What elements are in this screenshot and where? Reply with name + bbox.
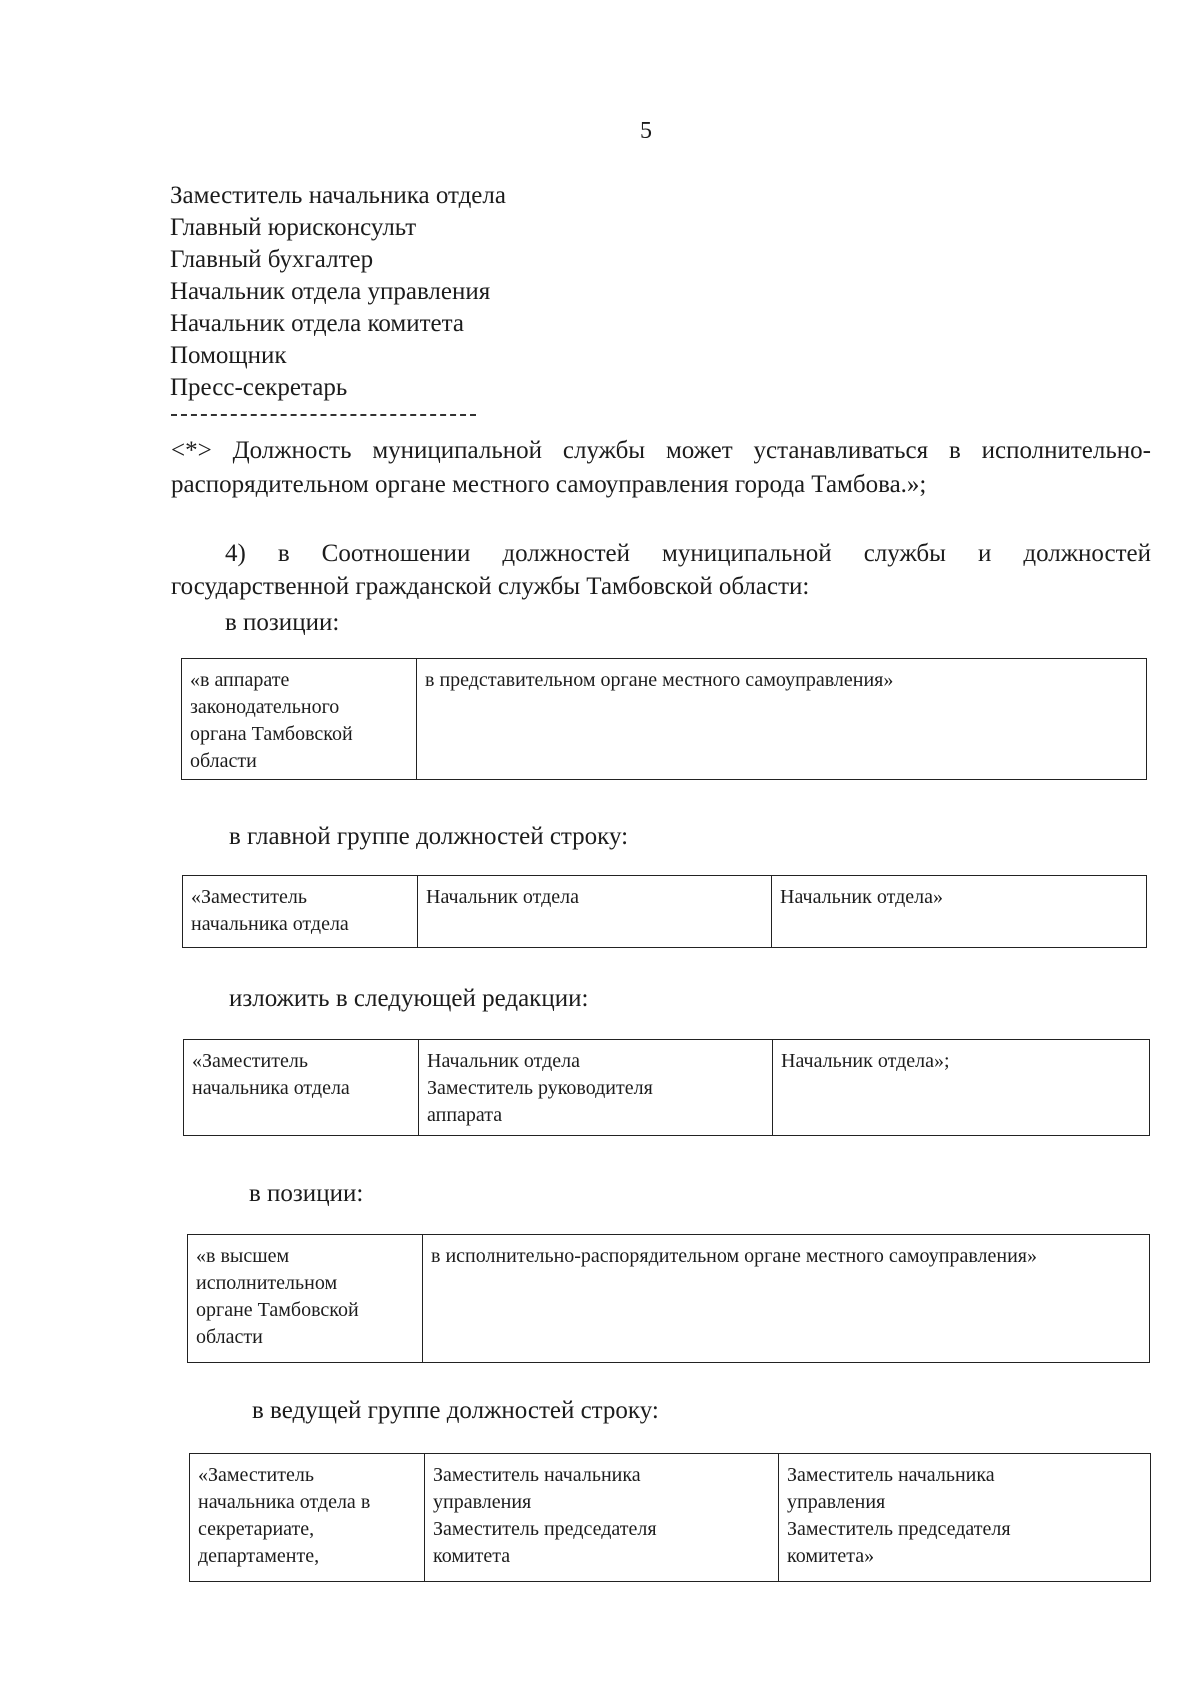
cell-line: Заместитель начальника bbox=[787, 1464, 995, 1486]
amendment-intro: 4) в Соотношении должностей муниципальной службы и должностей государственной гражданской службы Тамбовской области: bbox=[171, 540, 1151, 600]
table-leading-group-row bbox=[189, 1453, 1151, 1582]
page-number: 5 bbox=[640, 118, 652, 144]
cell-line: комитета bbox=[433, 1545, 511, 1567]
cell-line: законодательного bbox=[190, 696, 340, 718]
table-cell bbox=[772, 876, 1147, 948]
cell-line: департаменте, bbox=[198, 1545, 320, 1567]
table-row bbox=[190, 1454, 1151, 1582]
cell-line: Заместитель председателя bbox=[433, 1518, 657, 1540]
table-position-2 bbox=[187, 1234, 1150, 1363]
table-cell bbox=[425, 1454, 779, 1582]
table-row bbox=[182, 659, 1147, 780]
table-cell bbox=[417, 659, 1147, 780]
label-in-position-2: в позиции: bbox=[249, 1180, 364, 1207]
cell-line: в исполнительно-распорядительном органе местного самоуправления» bbox=[431, 1245, 1037, 1267]
cell-line: секретариате, bbox=[198, 1518, 315, 1540]
table-main-group-row bbox=[182, 875, 1147, 948]
cell-line: комитета» bbox=[787, 1545, 875, 1567]
list-item: Главный бухгалтер bbox=[170, 246, 374, 273]
list-item: Начальник отдела управления bbox=[170, 278, 491, 305]
label-in-position-1: в позиции: bbox=[225, 609, 340, 636]
table-cell bbox=[779, 1454, 1151, 1582]
table-cell bbox=[188, 1235, 423, 1363]
footnote: <*> Должность муниципальной службы может устанавливаться в исполнительно-распорядительном органе местного самоуправления города Тамбова.»; bbox=[171, 437, 1151, 498]
table-cell bbox=[773, 1040, 1150, 1136]
list-item: Заместитель начальника отдела bbox=[170, 182, 506, 209]
cell-line: аппарата bbox=[427, 1104, 503, 1126]
cell-line: начальника отдела bbox=[192, 1077, 350, 1099]
cell-line: начальника отдела в bbox=[198, 1491, 371, 1513]
cell-line: «в высшем bbox=[196, 1245, 290, 1267]
cell-line: Заместитель председателя bbox=[787, 1518, 1011, 1540]
cell-line: в представительном органе местного самоуправления» bbox=[425, 669, 894, 691]
table-row bbox=[184, 1040, 1150, 1136]
cell-line: Начальник отдела bbox=[427, 1050, 580, 1072]
table-cell bbox=[183, 876, 418, 948]
list-item: Начальник отдела комитета bbox=[170, 310, 464, 337]
footnote-divider bbox=[171, 414, 476, 416]
cell-line: Начальник отдела»; bbox=[781, 1050, 950, 1072]
table-cell bbox=[184, 1040, 419, 1136]
table-cell bbox=[423, 1235, 1150, 1363]
cell-line: управления bbox=[433, 1491, 532, 1513]
cell-line: исполнительном bbox=[196, 1272, 338, 1294]
table-row bbox=[188, 1235, 1150, 1363]
cell-line: «в аппарате bbox=[190, 669, 290, 691]
cell-line: «Заместитель bbox=[191, 886, 307, 908]
cell-line: области bbox=[196, 1326, 263, 1348]
table-cell bbox=[182, 659, 417, 780]
cell-line: «Заместитель bbox=[192, 1050, 308, 1072]
cell-line: Начальник отдела» bbox=[780, 886, 943, 908]
label-restate: изложить в следующей редакции: bbox=[229, 985, 589, 1012]
position-list bbox=[170, 180, 506, 404]
list-item: Пресс-секретарь bbox=[170, 374, 348, 401]
cell-line: управления bbox=[787, 1491, 886, 1513]
list-item: Главный юрисконсульт bbox=[170, 214, 417, 241]
table-restated-row bbox=[183, 1039, 1150, 1136]
table-cell bbox=[190, 1454, 425, 1582]
table-position-1 bbox=[181, 658, 1147, 780]
cell-line: «Заместитель bbox=[198, 1464, 314, 1486]
cell-line: органе Тамбовской bbox=[196, 1299, 359, 1321]
table-row bbox=[183, 876, 1147, 948]
cell-line: начальника отдела bbox=[191, 913, 349, 935]
cell-line: Заместитель руководителя bbox=[427, 1077, 653, 1099]
cell-line: Начальник отдела bbox=[426, 886, 579, 908]
label-leading-group: в ведущей группе должностей строку: bbox=[252, 1397, 659, 1424]
cell-line: Заместитель начальника bbox=[433, 1464, 641, 1486]
cell-line: области bbox=[190, 750, 257, 772]
table-cell bbox=[419, 1040, 773, 1136]
list-item: Помощник bbox=[170, 342, 287, 369]
cell-line: органа Тамбовской bbox=[190, 723, 353, 745]
table-cell bbox=[418, 876, 772, 948]
label-main-group: в главной группе должностей строку: bbox=[229, 823, 629, 850]
